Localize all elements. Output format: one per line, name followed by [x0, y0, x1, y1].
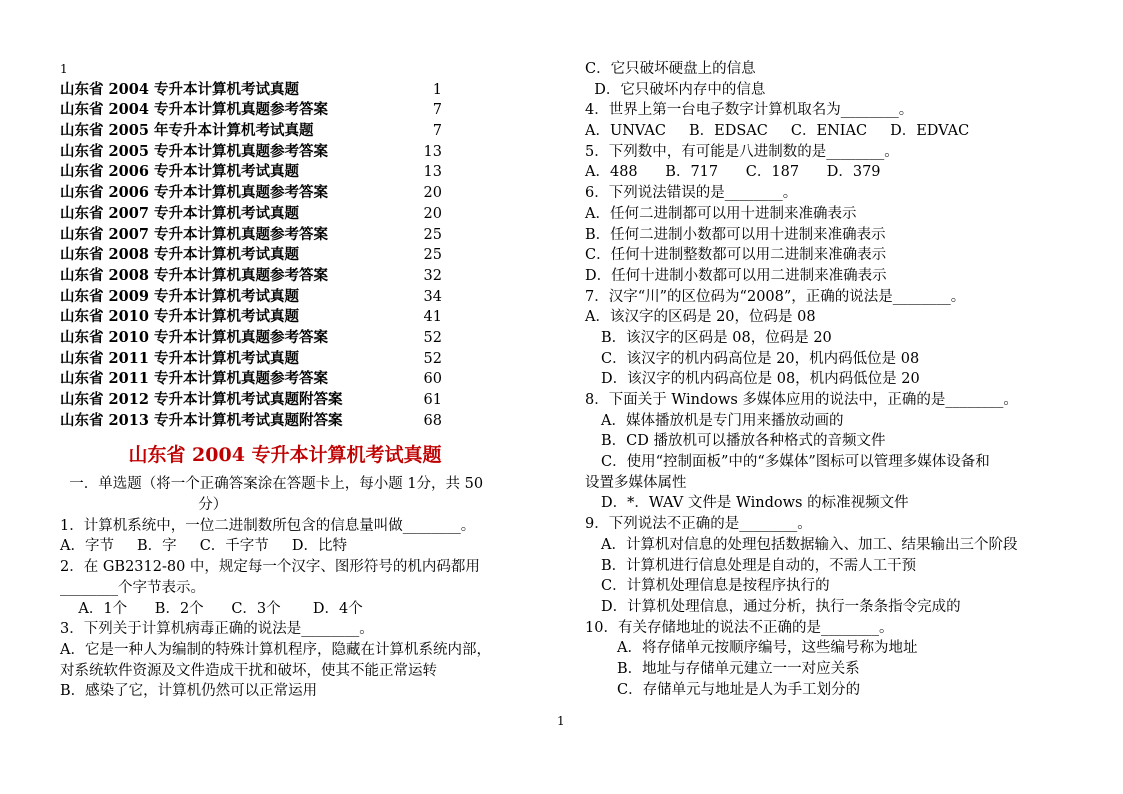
toc-entry-page: 52 — [423, 350, 442, 367]
toc-entry-page: 7 — [432, 123, 442, 140]
toc-entry[interactable] — [60, 183, 530, 204]
text-line: 10．有关存储地址的说法不正确的是________。 — [585, 619, 894, 636]
toc-entry[interactable] — [60, 121, 530, 142]
toc-entry[interactable] — [60, 266, 530, 287]
text-line: A．字节 B．字 C．千字节 D．比特 — [60, 538, 347, 555]
text-line: B．计算机进行信息处理是自动的，不需人工干预 — [601, 557, 917, 574]
toc-entry[interactable] — [60, 204, 530, 225]
text-line: 8．下面关于 Windows 多媒体应用的说法中，正确的是________。 — [585, 392, 1018, 408]
toc-entry[interactable] — [60, 411, 530, 432]
text-line: B．该汉字的区码是 08，位码是 20 — [601, 329, 832, 346]
toc-entry[interactable] — [60, 80, 530, 101]
toc-entry[interactable] — [60, 328, 530, 349]
text-line: A．将存储单元按顺序编号，这些编号称为地址 — [617, 640, 918, 657]
text-line: 3．下列关于计算机病毒正确的说法是________。 — [60, 621, 374, 638]
toc-entry-page: 7 — [432, 102, 442, 119]
right-column — [585, 59, 1065, 700]
text-line: B．感染了它，计算机仍然可以正常运用 — [60, 683, 318, 700]
text-line: 6．下列说法错误的是________。 — [585, 185, 798, 202]
text-line: C．它只破坏硬盘上的信息 — [585, 61, 756, 77]
text-line: C．该汉字的机内码高位是 20，机内码低位是 08 — [601, 350, 920, 367]
text-line: 一．单选题（将一个正确答案涂在答题卡上，每小题 1分，共 50 — [60, 476, 484, 493]
toc-entry-title: 山东省 2008 专升本计算机考试真题 — [60, 246, 299, 264]
text-line: 设置多媒体属性 — [585, 474, 687, 491]
toc-entry-title: 山东省 2004 专升本计算机真题参考答案 — [60, 101, 328, 119]
toc-entry-page: 61 — [423, 392, 442, 408]
toc-entry-page: 41 — [423, 309, 442, 326]
text-line: 7．汉字“川”的区位码为“2008”，正确的说法是________。 — [585, 288, 966, 305]
table-of-contents — [60, 80, 530, 432]
toc-entry-page: 20 — [423, 185, 442, 202]
toc-entry-page: 13 — [423, 164, 442, 181]
text-line: B．CD 播放机可以播放各种格式的音频文件 — [601, 433, 886, 450]
text-line: A．媒体播放机是专门用来播放动画的 — [601, 412, 844, 429]
text-line: C．存储单元与地址是人为手工划分的 — [617, 681, 861, 698]
toc-entry[interactable] — [60, 142, 530, 163]
toc-entry-title: 山东省 2011 专升本计算机考试真题 — [60, 349, 299, 367]
toc-entry-title: 山东省 2005 年专升本计算机考试真题 — [60, 122, 314, 140]
toc-entry-page: 1 — [432, 81, 442, 98]
toc-entry-page: 60 — [423, 371, 442, 388]
toc-entry-title: 山东省 2006 专升本计算机真题参考答案 — [60, 184, 328, 202]
toc-entry-page: 32 — [423, 267, 442, 284]
toc-page-number: 1 — [60, 62, 68, 76]
text-line: C．任何十进制整数都可以用二进制来准确表示 — [585, 247, 887, 264]
toc-entry[interactable] — [60, 245, 530, 266]
toc-entry-title: 山东省 2011 专升本计算机真题参考答案 — [60, 370, 328, 388]
left-question-list — [60, 474, 530, 702]
text-line: 1．计算机系统中，一位二进制数所包含的信息量叫做________。 — [60, 517, 476, 534]
toc-entry[interactable] — [60, 100, 530, 121]
right-question-list — [585, 59, 1065, 700]
toc-entry-title: 山东省 2007 专升本计算机真题参考答案 — [60, 225, 328, 243]
toc-entry[interactable] — [60, 225, 530, 246]
toc-entry-title: 山东省 2008 专升本计算机真题参考答案 — [60, 266, 328, 284]
toc-entry[interactable] — [60, 390, 530, 411]
toc-entry-page: 34 — [423, 288, 442, 305]
text-line: A．UNVAC B．EDSAC C．ENIAC D．EDVAC — [585, 123, 970, 140]
toc-entry-page: 68 — [423, 412, 442, 429]
toc-entry-title: 山东省 2007 专升本计算机考试真题 — [60, 204, 299, 222]
toc-entry[interactable] — [60, 162, 530, 183]
toc-entry-title: 山东省 2010 专升本计算机考试真题 — [60, 308, 299, 326]
text-line: C．使用“控制面板”中的“多媒体”图标可以管理多媒体设备和 — [601, 454, 990, 471]
toc-entry-page: 25 — [423, 226, 442, 243]
text-line: D．计算机处理信息，通过分析，执行一条条指令完成的 — [601, 598, 961, 615]
text-line: A．它是一种人为编制的特殊计算机程序，隐藏在计算机系统内部， — [60, 641, 491, 658]
toc-entry-page: 13 — [423, 143, 442, 160]
text-line: D．它只破坏内存中的信息 — [585, 81, 766, 98]
toc-entry-title: 山东省 2010 专升本计算机真题参考答案 — [60, 328, 328, 346]
text-line: ________个字节表示。 — [60, 579, 205, 596]
toc-entry-title: 山东省 2012 专升本计算机考试真题附答案 — [60, 391, 343, 408]
page-footer-number: 1 — [557, 714, 565, 728]
text-line: 4．世界上第一台电子数字计算机取名为________。 — [585, 102, 914, 119]
toc-entry[interactable] — [60, 307, 530, 328]
text-line: 对系统软件资源及文件造成干扰和破坏，使其不能正常运转 — [60, 662, 437, 679]
toc-entry-page: 20 — [423, 205, 442, 222]
toc-entry[interactable] — [60, 349, 530, 370]
toc-entry-title: 山东省 2005 专升本计算机真题参考答案 — [60, 142, 328, 160]
toc-entry-title: 山东省 2009 专升本计算机考试真题 — [60, 287, 299, 305]
toc-entry[interactable] — [60, 369, 530, 390]
text-line: 2．在 GB2312-80 中，规定每一个汉字、图形符号的机内码都用 — [60, 559, 480, 576]
text-line: A．488 B．717 C．187 D．379 — [585, 164, 881, 181]
toc-entry-page: 52 — [423, 329, 442, 346]
text-line: 5．下列数中，有可能是八进制数的是________。 — [585, 143, 899, 160]
text-line: B．地址与存储单元建立一一对应关系 — [617, 660, 860, 677]
exam-title: 山东省 2004 专升本计算机考试真题 — [128, 444, 442, 467]
text-line: D．*．WAV 文件是 Windows 的标准视频文件 — [601, 495, 909, 512]
text-line: C．计算机处理信息是按程序执行的 — [601, 578, 830, 595]
text-line: D．任何十进制小数都可以用二进制来准确表示 — [585, 267, 887, 284]
text-line: A．任何二进制都可以用十进制来准确表示 — [585, 205, 857, 222]
text-line: A．该汉字的区码是 20，位码是 08 — [585, 309, 816, 326]
toc-entry-title: 山东省 2006 专升本计算机考试真题 — [60, 163, 299, 181]
text-line: A．计算机对信息的处理包括数据输入、加工、结果输出三个阶段 — [601, 536, 1018, 553]
toc-entry-title: 山东省 2004 专升本计算机考试真题 — [60, 80, 299, 98]
left-column — [60, 59, 530, 702]
text-line: A．1个 B．2个 C．3个 D．4个 — [60, 600, 363, 617]
toc-entry[interactable] — [60, 287, 530, 308]
toc-entry-title: 山东省 2013 专升本计算机考试真题附答案 — [60, 411, 343, 429]
toc-entry-page: 25 — [423, 247, 442, 264]
text-line: B．任何二进制小数都可以用十进制来准确表示 — [585, 226, 886, 243]
text-line: 分） — [60, 497, 228, 514]
text-line: 9．下列说法不正确的是________。 — [585, 516, 812, 533]
text-line: D．该汉字的机内码高位是 08，机内码低位是 20 — [601, 371, 920, 388]
